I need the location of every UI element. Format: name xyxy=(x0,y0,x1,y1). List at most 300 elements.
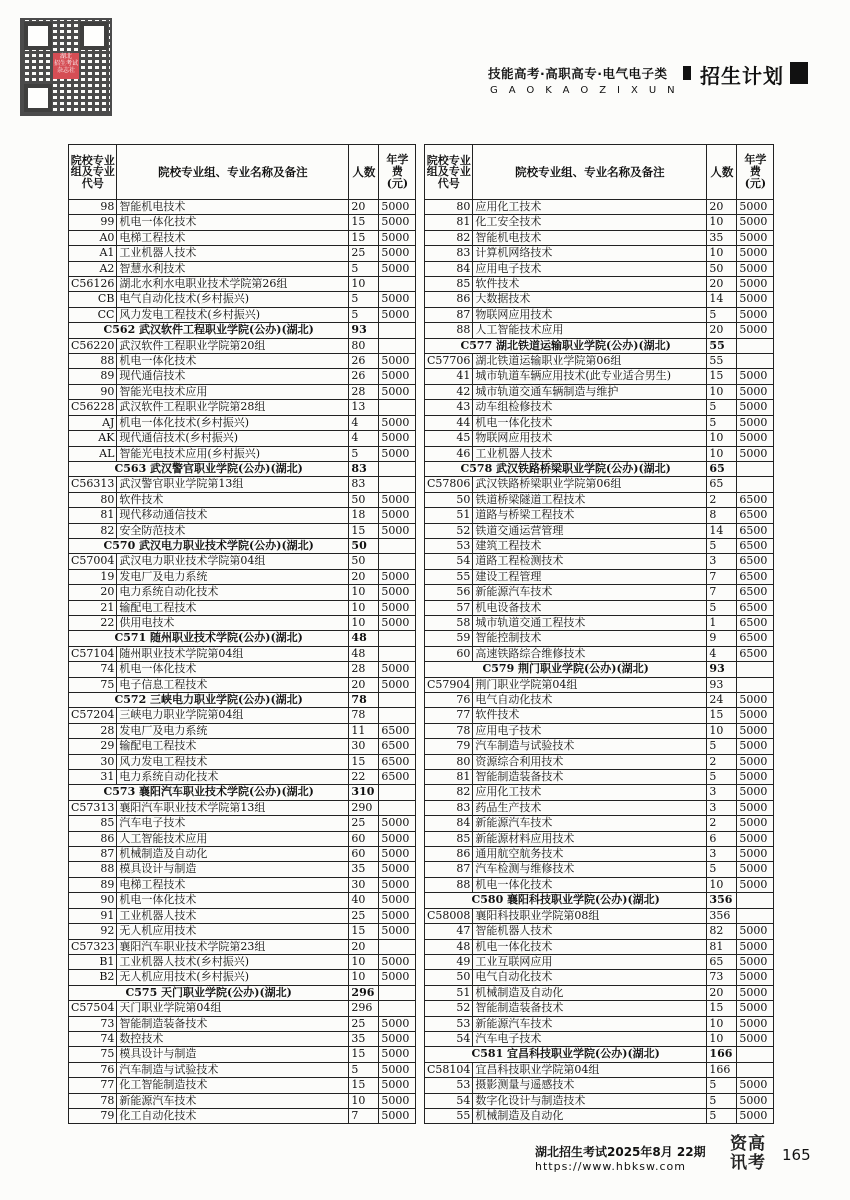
table-row xyxy=(425,538,774,553)
num-cell: 35 xyxy=(349,1031,379,1046)
code-cell: 83 xyxy=(425,246,473,261)
num-cell: 5 xyxy=(707,1078,737,1093)
num-cell: 15 xyxy=(349,924,379,939)
fee-cell: 5000 xyxy=(379,1108,416,1123)
fee-cell: 6500 xyxy=(737,492,774,507)
code-cell: 89 xyxy=(69,877,117,892)
page-number: 165 xyxy=(782,1146,811,1164)
num-cell: 15 xyxy=(707,708,737,723)
name-cell: 化工自动化技术 xyxy=(117,1108,349,1123)
fee-cell xyxy=(379,785,416,800)
table-row xyxy=(69,770,416,785)
table-row xyxy=(425,954,774,969)
fee-cell: 6500 xyxy=(737,615,774,630)
num-cell: 4 xyxy=(707,646,737,661)
code-cell: 53 xyxy=(425,538,473,553)
num-cell: 81 xyxy=(707,939,737,954)
name-cell: 电梯工程技术 xyxy=(117,230,349,245)
num-cell: 5 xyxy=(707,307,737,322)
name-cell: 模具设计与制造 xyxy=(117,1047,349,1062)
table-row xyxy=(69,246,416,261)
fee-cell: 5000 xyxy=(737,369,774,384)
fee-cell: 5000 xyxy=(737,1016,774,1031)
code-cell: 85 xyxy=(425,831,473,846)
name-cell: 铁道交通运营管理 xyxy=(473,523,707,538)
fee-cell: 5000 xyxy=(379,415,416,430)
fee-cell: 5000 xyxy=(379,261,416,276)
fee-cell: 5000 xyxy=(379,523,416,538)
school-name: C578 武汉铁路桥梁职业学院(公办)(湖北) xyxy=(425,461,707,476)
table-row xyxy=(69,569,416,584)
code-cell: 87 xyxy=(425,307,473,322)
code-cell: 57 xyxy=(425,600,473,615)
name-cell: 襄阳汽车职业技术学院第13组 xyxy=(117,800,349,815)
num-cell: 2 xyxy=(707,816,737,831)
table-row xyxy=(69,230,416,245)
code-cell: 85 xyxy=(69,816,117,831)
code-cell: 28 xyxy=(69,723,117,738)
name-cell: 城市轨道交通车辆制造与维护 xyxy=(473,384,707,399)
code-cell: 59 xyxy=(425,631,473,646)
code-cell: 51 xyxy=(425,508,473,523)
table-row xyxy=(69,831,416,846)
name-cell: 智能机电技术 xyxy=(473,230,707,245)
name-cell: 应用化工技术 xyxy=(473,200,707,215)
fee-cell xyxy=(379,693,416,708)
table-row xyxy=(425,847,774,862)
code-cell: 88 xyxy=(425,323,473,338)
fee-cell: 5000 xyxy=(379,1031,416,1046)
name-cell: 风力发电工程技术 xyxy=(117,754,349,769)
name-cell: 湖北水利水电职业技术学院第26组 xyxy=(117,277,349,292)
num-cell: 24 xyxy=(707,693,737,708)
fee-cell: 5000 xyxy=(737,708,774,723)
fee-cell xyxy=(379,477,416,492)
school-total: 166 xyxy=(707,1047,737,1062)
school-total: 50 xyxy=(349,538,379,553)
num-cell: 10 xyxy=(349,1093,379,1108)
code-cell: 56 xyxy=(425,585,473,600)
num-cell: 20 xyxy=(707,200,737,215)
num-cell: 5 xyxy=(707,862,737,877)
code-cell: 78 xyxy=(69,1093,117,1108)
fee-cell: 5000 xyxy=(379,816,416,831)
fee-cell: 5000 xyxy=(379,1078,416,1093)
school-row xyxy=(425,461,774,476)
table-row xyxy=(69,908,416,923)
fee-cell xyxy=(379,461,416,476)
table-row xyxy=(69,508,416,523)
fee-cell: 5000 xyxy=(379,585,416,600)
code-cell: 92 xyxy=(69,924,117,939)
fee-cell: 5000 xyxy=(379,862,416,877)
table-row xyxy=(425,831,774,846)
fee-cell: 5000 xyxy=(379,600,416,615)
table-row xyxy=(425,800,774,815)
fee-cell: 5000 xyxy=(737,739,774,754)
table-row xyxy=(425,492,774,507)
table-row xyxy=(425,246,774,261)
table-row xyxy=(69,1108,416,1123)
fee-cell: 5000 xyxy=(737,277,774,292)
fee-cell: 5000 xyxy=(379,230,416,245)
table-row xyxy=(425,785,774,800)
num-cell: 13 xyxy=(349,400,379,415)
school-row xyxy=(425,338,774,353)
code-cell: 54 xyxy=(425,1031,473,1046)
table-row xyxy=(69,862,416,877)
table-row xyxy=(425,862,774,877)
name-cell: 城市轨道车辆应用技术(此专业适合男生) xyxy=(473,369,707,384)
col-header-fee: 年学费(元) xyxy=(379,145,416,200)
name-cell: 智能控制技术 xyxy=(473,631,707,646)
num-cell: 10 xyxy=(349,970,379,985)
num-cell: 5 xyxy=(349,1062,379,1077)
table-row xyxy=(69,893,416,908)
table-row xyxy=(69,200,416,215)
fee-cell xyxy=(379,338,416,353)
fee-cell: 5000 xyxy=(737,215,774,230)
name-cell: 机电一体化技术 xyxy=(117,354,349,369)
table-row xyxy=(69,615,416,630)
fee-cell: 5000 xyxy=(737,847,774,862)
name-cell: 电气自动化技术(乡村振兴) xyxy=(117,292,349,307)
name-cell: 新能源汽车技术 xyxy=(473,816,707,831)
code-cell: CB xyxy=(69,292,117,307)
name-cell: 风力发电工程技术(乡村振兴) xyxy=(117,307,349,322)
school-name: C581 宜昌科技职业学院(公办)(湖北) xyxy=(425,1047,707,1062)
num-cell: 10 xyxy=(349,954,379,969)
table-row xyxy=(69,1031,416,1046)
name-cell: 随州职业技术学院第04组 xyxy=(117,646,349,661)
table-row xyxy=(425,200,774,215)
num-cell: 78 xyxy=(349,708,379,723)
code-cell: C57323 xyxy=(69,939,117,954)
num-cell: 20 xyxy=(349,677,379,692)
code-cell: C57004 xyxy=(69,554,117,569)
num-cell: 10 xyxy=(349,615,379,630)
num-cell: 40 xyxy=(349,893,379,908)
table-row xyxy=(69,646,416,661)
code-cell: AL xyxy=(69,446,117,461)
num-cell: 3 xyxy=(707,785,737,800)
table-row xyxy=(425,723,774,738)
table-row xyxy=(69,677,416,692)
name-cell: 智能制造装备技术 xyxy=(117,1016,349,1031)
name-cell: 无人机应用技术 xyxy=(117,924,349,939)
num-cell: 28 xyxy=(349,662,379,677)
num-cell: 4 xyxy=(349,431,379,446)
num-cell: 83 xyxy=(349,477,379,492)
table-row xyxy=(69,277,416,292)
name-cell: 电子信息工程技术 xyxy=(117,677,349,692)
code-cell: 51 xyxy=(425,985,473,1000)
name-cell: 汽车电子技术 xyxy=(473,1031,707,1046)
name-cell: 应用电子技术 xyxy=(473,261,707,276)
table-row xyxy=(425,631,774,646)
table-row xyxy=(425,431,774,446)
fee-cell: 5000 xyxy=(737,1001,774,1016)
table-row xyxy=(425,677,774,692)
code-cell: 58 xyxy=(425,615,473,630)
code-cell: 46 xyxy=(425,446,473,461)
name-cell: 资源综合利用技术 xyxy=(473,754,707,769)
table-row xyxy=(425,770,774,785)
school-row xyxy=(69,461,416,476)
code-cell: 54 xyxy=(425,1093,473,1108)
fee-cell xyxy=(737,677,774,692)
table-row xyxy=(69,554,416,569)
fee-cell xyxy=(379,631,416,646)
name-cell: 应用电子技术 xyxy=(473,723,707,738)
code-cell: 90 xyxy=(69,384,117,399)
num-cell: 7 xyxy=(707,585,737,600)
num-cell: 25 xyxy=(349,816,379,831)
school-row xyxy=(69,693,416,708)
table-row xyxy=(69,307,416,322)
school-name: C570 武汉电力职业技术学院(公办)(湖北) xyxy=(69,538,349,553)
table-row xyxy=(425,215,774,230)
code-cell: 76 xyxy=(425,693,473,708)
table-row xyxy=(425,924,774,939)
code-cell: A2 xyxy=(69,261,117,276)
num-cell: 20 xyxy=(349,569,379,584)
num-cell: 1 xyxy=(707,615,737,630)
num-cell: 30 xyxy=(349,877,379,892)
table-row xyxy=(425,1062,774,1077)
num-cell: 3 xyxy=(707,847,737,862)
code-cell: 88 xyxy=(69,862,117,877)
code-cell: 21 xyxy=(69,600,117,615)
school-row xyxy=(69,785,416,800)
table-row xyxy=(69,708,416,723)
num-cell: 2 xyxy=(707,492,737,507)
name-cell: 高速铁路综合维修技术 xyxy=(473,646,707,661)
table-row xyxy=(69,585,416,600)
table-row xyxy=(425,230,774,245)
fee-cell: 5000 xyxy=(737,261,774,276)
fee-cell: 6500 xyxy=(737,585,774,600)
num-cell: 7 xyxy=(349,1108,379,1123)
fee-cell: 5000 xyxy=(379,307,416,322)
code-cell: 78 xyxy=(425,723,473,738)
code-cell: AJ xyxy=(69,415,117,430)
name-cell: 无人机应用技术(乡村振兴) xyxy=(117,970,349,985)
name-cell: 武汉软件工程职业学院第28组 xyxy=(117,400,349,415)
num-cell: 5 xyxy=(707,400,737,415)
code-cell: 83 xyxy=(425,800,473,815)
code-cell: 79 xyxy=(69,1108,117,1123)
fee-cell: 5000 xyxy=(379,431,416,446)
name-cell: 新能源材料应用技术 xyxy=(473,831,707,846)
num-cell: 10 xyxy=(349,600,379,615)
code-cell: 80 xyxy=(425,754,473,769)
table-row xyxy=(69,338,416,353)
fee-cell: 5000 xyxy=(737,384,774,399)
fee-cell: 6500 xyxy=(737,646,774,661)
table-row xyxy=(425,939,774,954)
num-cell: 15 xyxy=(707,1001,737,1016)
table-row xyxy=(425,1078,774,1093)
fee-cell xyxy=(737,893,774,908)
code-cell: 82 xyxy=(69,523,117,538)
name-cell: 大数据技术 xyxy=(473,292,707,307)
name-cell: 机械制造及自动化 xyxy=(473,1108,707,1123)
name-cell: 武汉电力职业技术学院第04组 xyxy=(117,554,349,569)
enrollment-table-right xyxy=(424,144,774,1124)
fee-cell: 5000 xyxy=(379,246,416,261)
code-cell: AK xyxy=(69,431,117,446)
num-cell: 25 xyxy=(349,1016,379,1031)
table-row xyxy=(69,384,416,399)
name-cell: 襄阳汽车职业技术学院第23组 xyxy=(117,939,349,954)
name-cell: 摄影测量与遥感技术 xyxy=(473,1078,707,1093)
table-row xyxy=(69,400,416,415)
fee-cell xyxy=(379,538,416,553)
name-cell: 天门职业学院第04组 xyxy=(117,1001,349,1016)
school-name: C577 湖北铁道运输职业学院(公办)(湖北) xyxy=(425,338,707,353)
fee-cell: 6500 xyxy=(737,631,774,646)
fee-cell: 5000 xyxy=(737,446,774,461)
num-cell: 5 xyxy=(349,446,379,461)
num-cell: 5 xyxy=(707,538,737,553)
table-row xyxy=(69,600,416,615)
code-cell: C58104 xyxy=(425,1062,473,1077)
name-cell: 道路工程检测技术 xyxy=(473,554,707,569)
name-cell: 物联网应用技术 xyxy=(473,431,707,446)
code-cell: 52 xyxy=(425,1001,473,1016)
num-cell: 65 xyxy=(707,954,737,969)
table-row xyxy=(69,446,416,461)
table-row xyxy=(69,877,416,892)
num-cell: 10 xyxy=(707,446,737,461)
num-cell: 20 xyxy=(707,277,737,292)
num-cell: 10 xyxy=(707,723,737,738)
code-cell: 43 xyxy=(425,400,473,415)
code-cell: 90 xyxy=(69,893,117,908)
name-cell: 机电一体化技术 xyxy=(473,877,707,892)
school-row xyxy=(69,323,416,338)
code-cell: 86 xyxy=(425,292,473,307)
table-row xyxy=(69,800,416,815)
fee-cell: 6500 xyxy=(379,723,416,738)
table-row xyxy=(425,292,774,307)
num-cell: 5 xyxy=(707,415,737,430)
fee-cell: 5000 xyxy=(379,1016,416,1031)
num-cell: 14 xyxy=(707,292,737,307)
table-row xyxy=(425,384,774,399)
school-row xyxy=(69,985,416,1000)
fee-cell: 5000 xyxy=(379,924,416,939)
school-name: C575 天门职业学院(公办)(湖北) xyxy=(69,985,349,1000)
col-header-name: 院校专业组、专业名称及备注 xyxy=(473,145,707,200)
fee-cell xyxy=(737,461,774,476)
fee-cell: 5000 xyxy=(737,323,774,338)
fee-cell xyxy=(379,985,416,1000)
fee-cell: 5000 xyxy=(379,615,416,630)
school-total: 296 xyxy=(349,985,379,1000)
fee-cell xyxy=(379,800,416,815)
name-cell: 发电厂及电力系统 xyxy=(117,569,349,584)
table-row xyxy=(425,970,774,985)
name-cell: 机电一体化技术 xyxy=(117,215,349,230)
num-cell: 5 xyxy=(707,770,737,785)
fee-cell: 5000 xyxy=(379,369,416,384)
name-cell: 电气自动化技术 xyxy=(473,693,707,708)
name-cell: 电力系统自动化技术 xyxy=(117,585,349,600)
num-cell: 15 xyxy=(707,369,737,384)
num-cell: 10 xyxy=(707,384,737,399)
name-cell: 电梯工程技术 xyxy=(117,877,349,892)
qr-logo: 湖北 招生考试 杂志社 xyxy=(53,53,79,79)
fee-cell xyxy=(379,939,416,954)
col-header-name: 院校专业组、专业名称及备注 xyxy=(117,145,349,200)
fee-cell: 6500 xyxy=(737,600,774,615)
school-name: C571 随州职业技术学院(公办)(湖北) xyxy=(69,631,349,646)
name-cell: 通用航空航务技术 xyxy=(473,847,707,862)
name-cell: 机电一体化技术 xyxy=(473,939,707,954)
num-cell: 5 xyxy=(349,292,379,307)
table-row xyxy=(425,1031,774,1046)
table-row xyxy=(425,446,774,461)
name-cell: 输配电工程技术 xyxy=(117,739,349,754)
table-row xyxy=(69,662,416,677)
table-row xyxy=(69,970,416,985)
school-row xyxy=(425,662,774,677)
code-cell: C56220 xyxy=(69,338,117,353)
name-cell: 武汉软件工程职业学院第20组 xyxy=(117,338,349,353)
table-row xyxy=(425,354,774,369)
code-cell: 88 xyxy=(425,877,473,892)
table-row xyxy=(69,523,416,538)
num-cell: 50 xyxy=(707,261,737,276)
code-cell: 87 xyxy=(425,862,473,877)
name-cell: 动车组检修技术 xyxy=(473,400,707,415)
table-row xyxy=(69,924,416,939)
code-cell: 54 xyxy=(425,554,473,569)
num-cell: 65 xyxy=(707,477,737,492)
name-cell: 宜昌科技职业学院第04组 xyxy=(473,1062,707,1077)
col-header-num: 人数 xyxy=(349,145,379,200)
code-cell: 77 xyxy=(69,1078,117,1093)
school-total: 93 xyxy=(707,662,737,677)
num-cell: 20 xyxy=(707,985,737,1000)
code-cell: C56228 xyxy=(69,400,117,415)
school-name: C572 三峡电力职业学院(公办)(湖北) xyxy=(69,693,349,708)
name-cell: 城市轨道交通工程技术 xyxy=(473,615,707,630)
name-cell: 湖北铁道运输职业学院第06组 xyxy=(473,354,707,369)
table-row xyxy=(69,1093,416,1108)
code-cell: C57104 xyxy=(69,646,117,661)
fee-cell xyxy=(379,400,416,415)
school-name: C563 武汉警官职业学院(公办)(湖北) xyxy=(69,461,349,476)
name-cell: 智能制造装备技术 xyxy=(473,770,707,785)
school-total: 65 xyxy=(707,461,737,476)
num-cell: 15 xyxy=(349,754,379,769)
fee-cell: 6500 xyxy=(379,739,416,754)
code-cell: 80 xyxy=(69,492,117,507)
table-row xyxy=(425,1093,774,1108)
table-row xyxy=(69,1016,416,1031)
name-cell: 智能机器人技术 xyxy=(473,924,707,939)
fee-cell: 5000 xyxy=(379,662,416,677)
fee-cell xyxy=(379,554,416,569)
num-cell: 80 xyxy=(349,338,379,353)
table-row xyxy=(69,1062,416,1077)
num-cell: 60 xyxy=(349,847,379,862)
num-cell: 50 xyxy=(349,554,379,569)
num-cell: 290 xyxy=(349,800,379,815)
